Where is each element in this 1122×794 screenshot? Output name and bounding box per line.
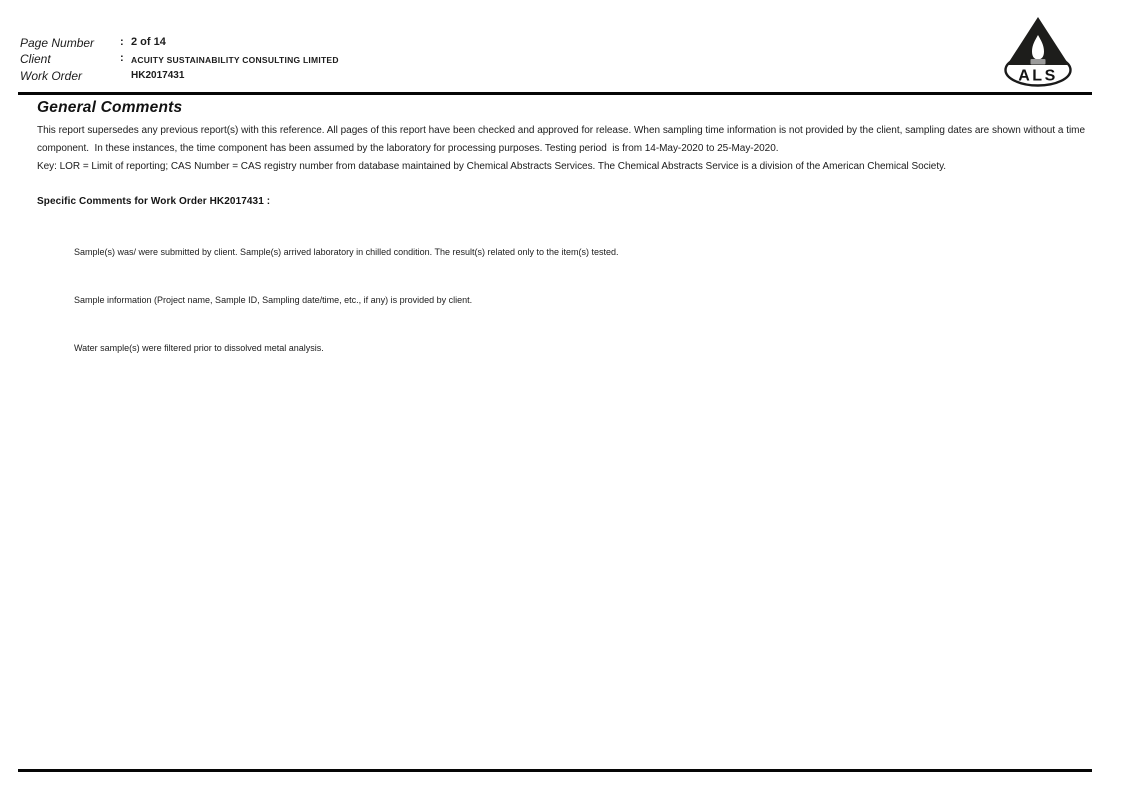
als-logo: [1001, 13, 1075, 91]
als-logo-graphic: [1001, 13, 1075, 91]
work-order-label: Work Order: [20, 68, 83, 83]
client-label: Client: [20, 52, 51, 67]
header-row-client: [20, 52, 339, 68]
header-row-page-number: [20, 36, 339, 52]
page-number-value: 2 of 14: [131, 36, 166, 48]
header-divider: [18, 92, 1092, 95]
specific-comments-body: [74, 212, 794, 388]
specific-comment-line-3: Water sample(s) were filtered prior to dissolved metal analysis.: [74, 343, 324, 353]
client-separator: :: [120, 52, 124, 65]
footer-divider: [18, 769, 1092, 772]
general-comments-paragraph-line-1: This report supersedes any previous report(s) with this reference. All pages of this report have been checked and approved for release. When sampling time information is not provided by the client, sampling dates are shown without a time: [37, 125, 1085, 136]
logo-text: ALS: [1018, 67, 1058, 85]
general-comments-paragraph-line-2: component. In these instances, the time component has been assumed by the laboratory for processing purposes. Testing period is from 14-May-2020 to 25-May-2020.: [37, 143, 779, 154]
key-definitions-line: Key: LOR = Limit of reporting; CAS Number = CAS registry number from database maintained by Chemical Abstracts Services. The Chemical Abstracts Service is a division of the American Chemical Society.: [37, 161, 947, 172]
work-order-value: HK2017431: [131, 69, 185, 81]
specific-comment-line-2: Sample information (Project name, Sample ID, Sampling date/time, etc., if any) is provided by client.: [74, 295, 473, 305]
general-comments-body: [37, 122, 1085, 176]
report-header: [20, 36, 339, 85]
logo-burner: [1031, 59, 1046, 65]
specific-comments-title: Specific Comments for Work Order HK2017431 :: [37, 196, 271, 207]
general-comments-title: General Comments: [37, 99, 183, 116]
specific-comment-line-1: Sample(s) was/ were submitted by client. Sample(s) arrived laboratory in chilled condition. The result(s) related only to the item(s) tested.: [74, 247, 619, 257]
page-number-separator: :: [120, 36, 124, 48]
client-value: ACUITY SUSTAINABILITY CONSULTING LIMITED: [131, 54, 339, 65]
page-number-label: Page Number: [20, 36, 95, 50]
header-row-work-order: [20, 69, 339, 85]
